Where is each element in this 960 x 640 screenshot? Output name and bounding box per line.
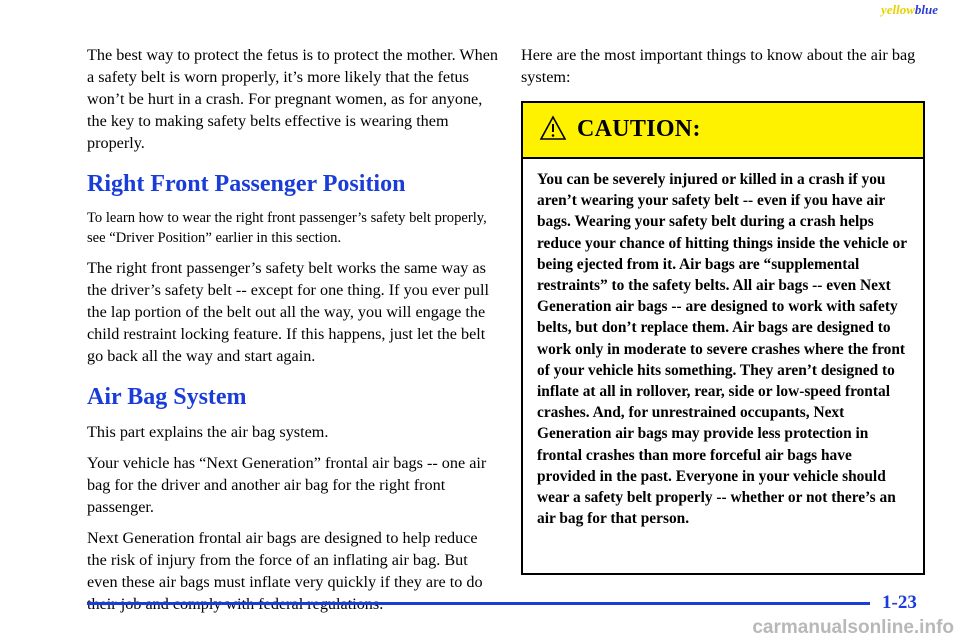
- intro-paragraph: The best way to protect the fetus is to protect the mother. When a safety belt is worn properly, it’s more likely that the fetus won’t be hurt in a crash. For pregnant women, as for anyone, the key to making safety belts effective is wearing them properly.: [87, 46, 499, 152]
- color-tag-blue: blue: [914, 2, 938, 17]
- caution-title: CAUTION:: [577, 116, 701, 142]
- passenger-paragraph-1: To learn how to wear the right front passenger’s safety belt properly, see “Driver Position” earlier in this section.: [87, 210, 487, 246]
- color-tag: [881, 2, 938, 18]
- caution-body: You can be severely injured or killed in a crash if you aren’t wearing your safety belt -- even if you have air bags. Wearing your safety belt during a crash helps reduce your chance of hitting things inside the vehicle or being ejected from it. Air bags are “supplemental restraints” to the safety belts. All air bags -- even Next Generation air bags -- are designed to work with safety belts, but don’t replace them. Air bags are designed to work only in moderate to severe crashes where the front of your vehicle hits something. They aren’t designed to inflate at all in rollover, rear, side or low-speed frontal crashes. And, for unrestrained occupants, Next Generation air bags may provide less protection in frontal crashes than more forceful air bags have provided in the past. Everyone in your vehicle should wear a safety belt properly -- whether or not there’s an air bag for that person.: [537, 171, 907, 528]
- right-intro-paragraph: Here are the most important things to know about the air bag system:: [521, 46, 916, 86]
- section-heading-airbag: Air Bag System: [87, 384, 247, 410]
- airbag-paragraph-3: Next Generation frontal air bags are designed to help reduce the risk of injury from the force of an inflating air bag. But even these air bags must inflate very quickly if they are to do: [87, 529, 483, 591]
- section-heading-passenger: Right Front Passenger Position: [87, 171, 406, 197]
- page-number: 1-23: [882, 592, 917, 613]
- watermark: carmanualsonline.info: [752, 617, 954, 638]
- warning-triangle-icon: [539, 115, 567, 141]
- caution-box: [521, 101, 925, 575]
- color-tag-yellow: yellow: [880, 2, 915, 17]
- footer-rule: [87, 602, 870, 605]
- airbag-paragraph-1: This part explains the air bag system.: [87, 423, 329, 441]
- right-column: [521, 44, 929, 575]
- caution-header: [523, 103, 923, 159]
- airbag-paragraph-2: Your vehicle has “Next Generation” frontal air bags -- one air bag for the driver and another air bag for the right front passenger.: [87, 454, 487, 516]
- left-column: [87, 44, 499, 624]
- passenger-paragraph-2: The right front passenger’s safety belt works the same way as the driver’s safety belt -- except for one thing. If you ever pull the lap portion of the belt out all the way, you will engage the child restraint locking feature. If this happens, just let the belt go back all the way and start again.: [87, 259, 489, 365]
